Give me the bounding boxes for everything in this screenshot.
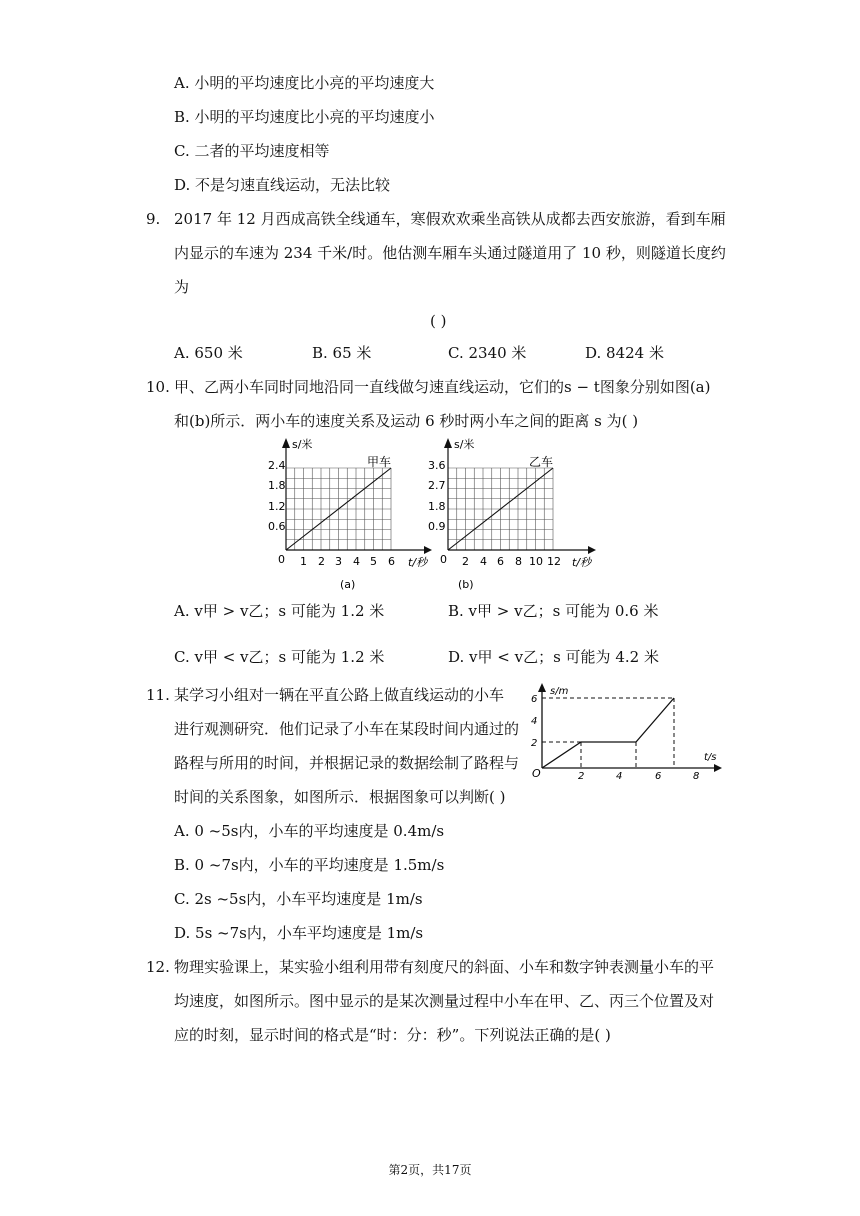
page-footer: 第2页，共17页 <box>388 1163 472 1177</box>
q12-text-line-3: 应的时刻，显示时间的格式是“时：分：秒”。下列说法正确的是( ) <box>174 1026 611 1044</box>
graph-b-x-arrow <box>588 546 596 554</box>
q10-option-b: B. v甲 > v乙；s 可能为 0.6 米 <box>448 602 659 620</box>
graph-a <box>266 436 436 596</box>
graph-c-data-line <box>542 698 674 768</box>
graph-a-ytick-06: 0.6 <box>268 520 286 533</box>
graph-a-origin: 0 <box>278 553 285 566</box>
graph-b-origin: 0 <box>440 553 447 566</box>
q9-option-d: D. 8424 米 <box>585 344 664 362</box>
graph-c-xtick-8: 8 <box>693 771 700 782</box>
graph-a-caption: (a) <box>340 578 356 591</box>
q10-option-c: C. v甲 < v乙；s 可能为 1.2 米 <box>174 648 385 666</box>
graph-c-ytick-4: 4 <box>531 716 538 727</box>
graph-b-title: 乙车 <box>529 455 554 469</box>
graph-a-xtick-6: 6 <box>388 555 395 568</box>
graph-a-xlabel: t/秒 <box>408 556 428 569</box>
q11-option-d: D. 5s ~7s内，小车平均速度是 1m/s <box>174 924 424 942</box>
q11-number: 11. <box>146 686 170 704</box>
graph-a-y-arrow <box>282 438 290 448</box>
graph-a-xtick-5: 5 <box>370 555 377 568</box>
q11-text-line-3: 路程与所用的时间，并根据记录的数据绘制了路程与 <box>174 754 520 772</box>
q9-answer-paren: ( ) <box>430 312 447 330</box>
graph-c-ytick-2: 2 <box>531 738 538 749</box>
graph-b-ytick-09: 0.9 <box>428 520 446 533</box>
q8-option-c: C. 二者的平均速度相等 <box>174 142 330 160</box>
graph-c-xtick-2: 2 <box>578 771 585 782</box>
q9-text-line-1: 2017 年 12 月西成高铁全线通车，寒假欢欢乘坐高铁从成都去西安旅游，看到车厢 <box>174 210 726 228</box>
graph-b-xtick-4: 4 <box>480 555 487 568</box>
q11-text-line-4: 时间的关系图象，如图所示．根据图象可以判断( ) <box>174 788 506 806</box>
q8-option-d: D. 不是匀速直线运动，无法比较 <box>174 176 391 194</box>
q9-text-line-3: 为 <box>174 278 190 296</box>
q9-number: 9. <box>146 210 161 228</box>
graph-b-xtick-12: 12 <box>547 555 561 568</box>
graph-a-title: 甲车 <box>367 455 392 469</box>
graph-b-y-arrow <box>444 438 452 448</box>
graph-a-ytick-24: 2.4 <box>268 459 286 472</box>
q11-text-line-1: 某学习小组对一辆在平直公路上做直线运动的小车 <box>174 686 505 704</box>
graph-c <box>528 682 728 782</box>
graph-b-caption: (b) <box>458 578 474 591</box>
q11-option-c: C. 2s ~5s内，小车平均速度是 1m/s <box>174 890 423 908</box>
graph-c-origin: O <box>532 767 541 780</box>
graph-c-x-arrow <box>714 764 722 772</box>
graph-b-ylabel: s/米 <box>454 438 475 451</box>
graph-b-ytick-36: 3.6 <box>428 459 446 472</box>
q11-option-b: B. 0 ~7s内，小车的平均速度是 1.5m/s <box>174 856 445 874</box>
graph-b-xtick-6: 6 <box>497 555 504 568</box>
graph-b-xtick-8: 8 <box>515 555 522 568</box>
graph-b-xlabel: t/秒 <box>572 556 592 569</box>
graph-a-xtick-3: 3 <box>335 555 342 568</box>
q12-number: 12. <box>146 958 170 976</box>
graph-b-xtick-2: 2 <box>462 555 469 568</box>
q9-option-b: B. 65 米 <box>312 344 372 362</box>
graph-c-xtick-4: 4 <box>616 771 623 782</box>
q8-option-a: A. 小明的平均速度比小亮的平均速度大 <box>174 74 435 92</box>
graph-b-xtick-10: 10 <box>529 555 543 568</box>
graph-c-ylabel: s/m <box>550 686 569 697</box>
graph-b-ytick-27: 2.7 <box>428 479 446 492</box>
graph-c-ytick-6: 6 <box>531 694 538 705</box>
graph-c-y-arrow <box>538 683 546 692</box>
graph-a-xtick-4: 4 <box>353 555 360 568</box>
graph-a-xtick-2: 2 <box>318 555 325 568</box>
graph-a-ylabel: s/米 <box>292 438 313 451</box>
graph-a-xtick-1: 1 <box>300 555 307 568</box>
q12-text-line-2: 均速度，如图所示。图中显示的是某次测量过程中小车在甲、乙、丙三个位置及对 <box>174 992 715 1010</box>
q8-option-b: B. 小明的平均速度比小亮的平均速度小 <box>174 108 435 126</box>
graph-b-ytick-18: 1.8 <box>428 500 446 513</box>
q10-text-line-1: 甲、乙两小车同时同地沿同一直线做匀速直线运动，它们的s − t图象分别如图(a) <box>174 378 711 396</box>
q10-option-a: A. v甲 > v乙；s 可能为 1.2 米 <box>174 602 385 620</box>
q9-option-a: A. 650 米 <box>174 344 243 362</box>
graph-a-ytick-12: 1.2 <box>268 500 286 513</box>
q10-option-d: D. v甲 < v乙；s 可能为 4.2 米 <box>448 648 659 666</box>
q10-number: 10. <box>146 378 170 396</box>
q10-text-line-2: 和(b)所示．两小车的速度关系及运动 6 秒时两小车之间的距离 s 为( ) <box>174 412 639 430</box>
q12-text-line-1: 物理实验课上，某实验小组利用带有刻度尺的斜面、小车和数字钟表测量小车的平 <box>174 958 715 976</box>
graph-b <box>428 436 600 596</box>
q11-option-a: A. 0 ~5s内，小车的平均速度是 0.4m/s <box>174 822 445 840</box>
q9-text-line-2: 内显示的车速为 234 千米/时。他估测车厢车头通过隧道用了 10 秒，则隧道长度约 <box>174 244 726 262</box>
graph-c-xlabel: t/s <box>704 752 717 763</box>
graph-a-ytick-18: 1.8 <box>268 479 286 492</box>
q11-text-line-2: 进行观测研究．他们记录了小车在某段时间内通过的 <box>174 720 520 738</box>
graph-c-xtick-6: 6 <box>655 771 662 782</box>
q9-option-c: C. 2340 米 <box>448 344 527 362</box>
